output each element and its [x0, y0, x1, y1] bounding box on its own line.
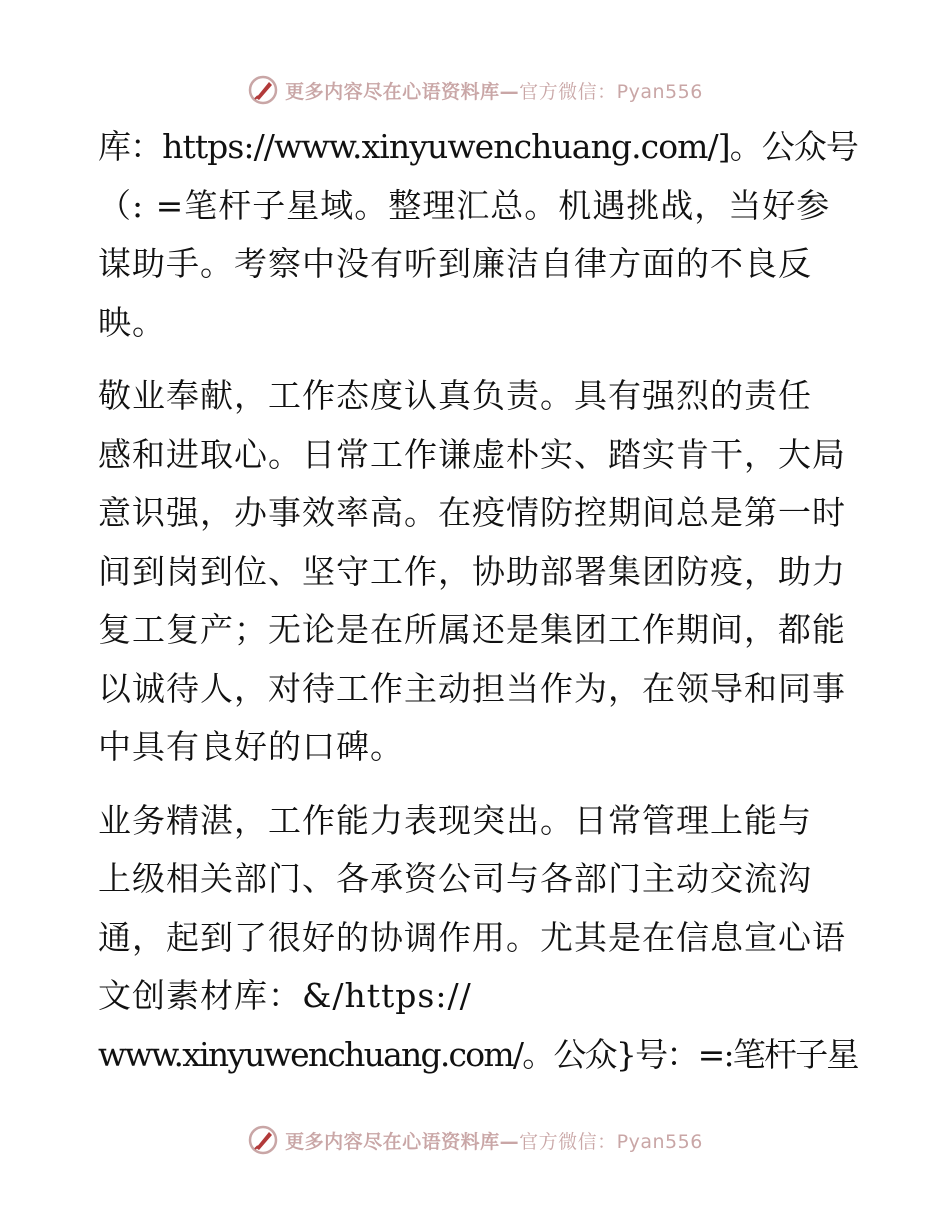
text-line: 上级相关部门、各承资公司与各部门主动交流沟: [98, 859, 812, 898]
text-line: 中具有良好的口碑。: [98, 727, 404, 766]
text-line: 以诚待人，对待工作主动担当作为，在领导和同事: [98, 668, 846, 708]
text-line: 库：https://www.xinyuwenchuang.com/]。公众号: [98, 127, 859, 166]
footer-banner: [0, 1120, 950, 1160]
header-banner: [0, 70, 950, 110]
text-line: （: =笔杆子星域。整理汇总。机遇挑战，当好参: [98, 185, 831, 225]
banner-text: [285, 1127, 703, 1154]
text-line: 复工复产；无论是在所属还是集团工作期间，都能: [98, 610, 846, 649]
text-line: 意识强，办事效率高。在疫情防控期间总是第一时: [98, 493, 846, 532]
text-line: 业务精湛，工作能力表现突出。日常管理上能与: [98, 800, 812, 840]
text-line: 映。: [98, 302, 166, 342]
banner-wechat-text: 官方微信：Pyan556: [519, 80, 703, 103]
text-line: 谋助手。考察中没有听到廉洁自律方面的不良反: [98, 244, 812, 283]
text-line: 感和进取心。日常工作谦虚朴实、踏实肯干，大局: [98, 434, 846, 474]
banner-text: [285, 77, 703, 104]
quill-logo-icon: [247, 74, 279, 106]
paragraph-3: [98, 792, 858, 1085]
document-body: [98, 118, 858, 1084]
banner-wechat-text: 官方微信：Pyan556: [519, 1130, 703, 1153]
text-line: 间到岗到位、坚守工作，协助部署集团防疫，助力: [98, 551, 846, 591]
banner-dash: —: [499, 1130, 520, 1153]
text-line: www.xinyuwenchuang.com/。公众}号：=:笔杆子星: [98, 1034, 858, 1074]
paragraph-1: [98, 118, 858, 352]
text-line: 通，起到了很好的协调作用。尤其是在信息宣心语: [98, 917, 846, 957]
banner-site-text: 更多内容尽在心语资料库: [285, 80, 500, 103]
paragraph-2: [98, 367, 858, 777]
text-line: 文创素材库：&/https://: [98, 976, 472, 1015]
quill-logo-icon: [247, 1124, 279, 1156]
text-line: 敬业奉献，工作态度认真负责。具有强烈的责任: [98, 376, 812, 415]
banner-site-text: 更多内容尽在心语资料库: [285, 1130, 500, 1153]
banner-dash: —: [499, 80, 520, 103]
